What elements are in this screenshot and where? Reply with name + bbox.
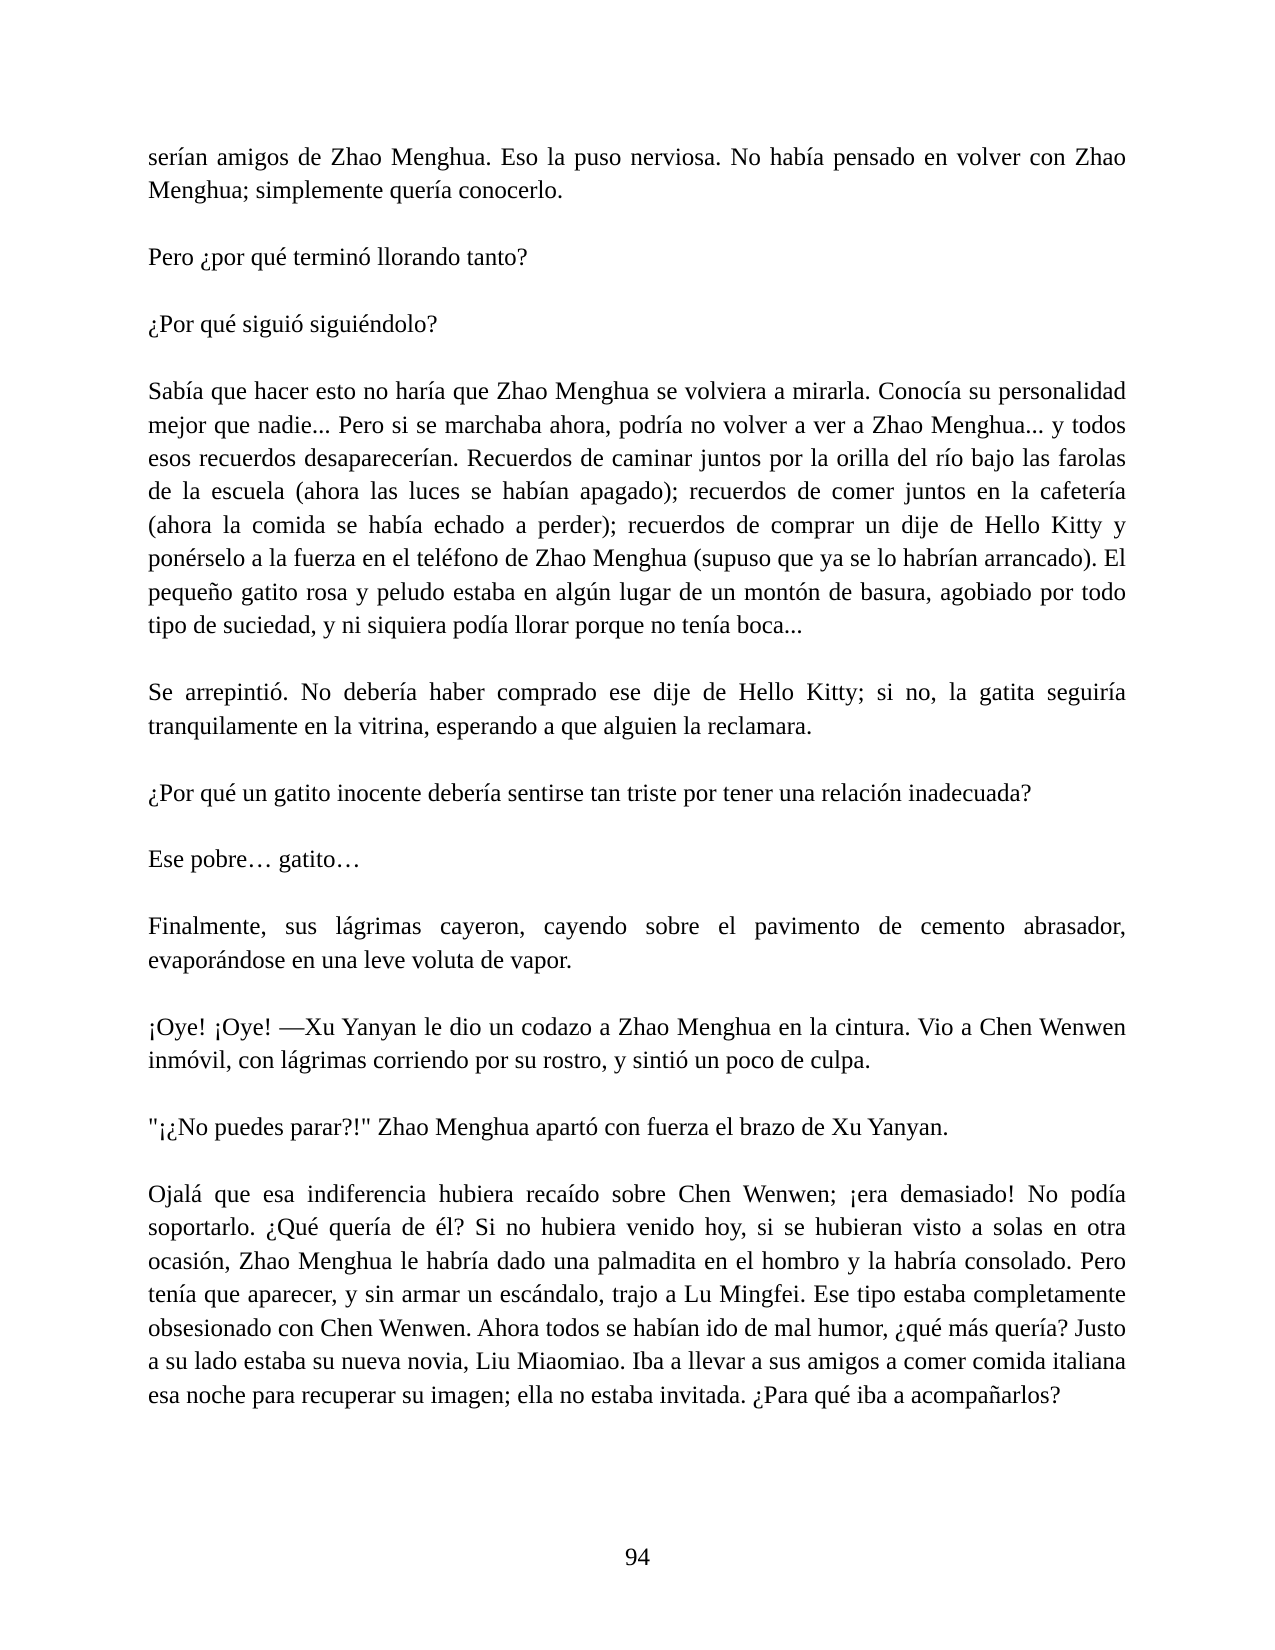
paragraph-10: "¡¿No puedes parar?!" Zhao Menghua apartó con fuerza el brazo de Xu Yanyan. (148, 1114, 949, 1141)
paragraph-8: Finalmente, sus lágrimas cayeron, cayendo sobre el pavimento de cemento abrasador, evaporándose en una leve voluta de vapor. (148, 913, 1126, 974)
text-block (148, 141, 1126, 1446)
paragraph-1: serían amigos de Zhao Menghua. Eso la puso nerviosa. No había pensado en volver con Zhao Menghua; simplemente quería conocerlo. (148, 144, 1126, 205)
paragraph-11: Ojalá que esa indiferencia hubiera recaído sobre Chen Wenwen; ¡era demasiado! No podía soportarlo. ¿Qué quería de él? Si no hubiera venido hoy, si se hubieran visto a solas en otra ocasión, Zhao Menghua le habría dado una palmadita en el hombro y la habría consolado. Pero tenía que aparecer, y sin armar un escándalo, trajo a Lu Mingfei. Ese tipo estaba completamente obsesionado con Chen Wenwen. Ahora todos se habían ido de mal humor, ¿qué más quería? Justo a su lado estaba su nueva novia, Liu Miaomiao. Iba a llevar a sus amigos a comer comida italiana esa noche para recuperar su imagen; ella no estaba invitada. ¿Para qué iba a acompañarlos? (148, 1180, 1126, 1409)
paragraph-2: Pero ¿por qué terminó llorando tanto? (148, 244, 528, 272)
paragraph-4: Sabía que hacer esto no haría que Zhao Menghua se volviera a mirarla. Conocía su personalidad mejor que nadie... Pero si se marchaba ahora, podría no volver a ver a Zhao Menghua... y todos esos recuerdos desaparecerían. Recuerdos de caminar juntos por la orilla del río bajo las farolas de la escuela (ahora las luces se habían apagado); recuerdos de comer juntos en la cafetería (ahora la comida se había echado a perder); recuerdos de comprar un dije de Hello Kitty y ponérselo a la fuerza en el teléfono de Zhao Menghua (supuso que ya se lo habrían arrancado). El pequeño gatito rosa y peludo estaba en algún lugar de un montón de basura, agobiado por todo tipo de suciedad, y ni siquiera podía llorar porque no tenía boca... (148, 378, 1126, 640)
paragraph-5: Se arrepintió. No debería haber comprado ese dije de Hello Kitty; si no, la gatita seguiría tranquilamente en la vitrina, esperando a que alguien la reclamara. (148, 679, 1126, 740)
page-number: 94 (625, 1544, 650, 1571)
paragraph-6: ¿Por qué un gatito inocente debería sentirse tan triste por tener una relación inadecuada? (148, 779, 1032, 807)
paragraph-7: Ese pobre… gatito… (148, 846, 361, 874)
paragraph-3: ¿Por qué siguió siguiéndolo? (148, 311, 438, 339)
paragraph-9: ¡Oye! ¡Oye! —Xu Yanyan le dio un codazo a Zhao Menghua en la cintura. Vio a Chen Wenwen inmóvil, con lágrimas corriendo por su rostro, y sintió un poco de culpa. (148, 1013, 1126, 1075)
